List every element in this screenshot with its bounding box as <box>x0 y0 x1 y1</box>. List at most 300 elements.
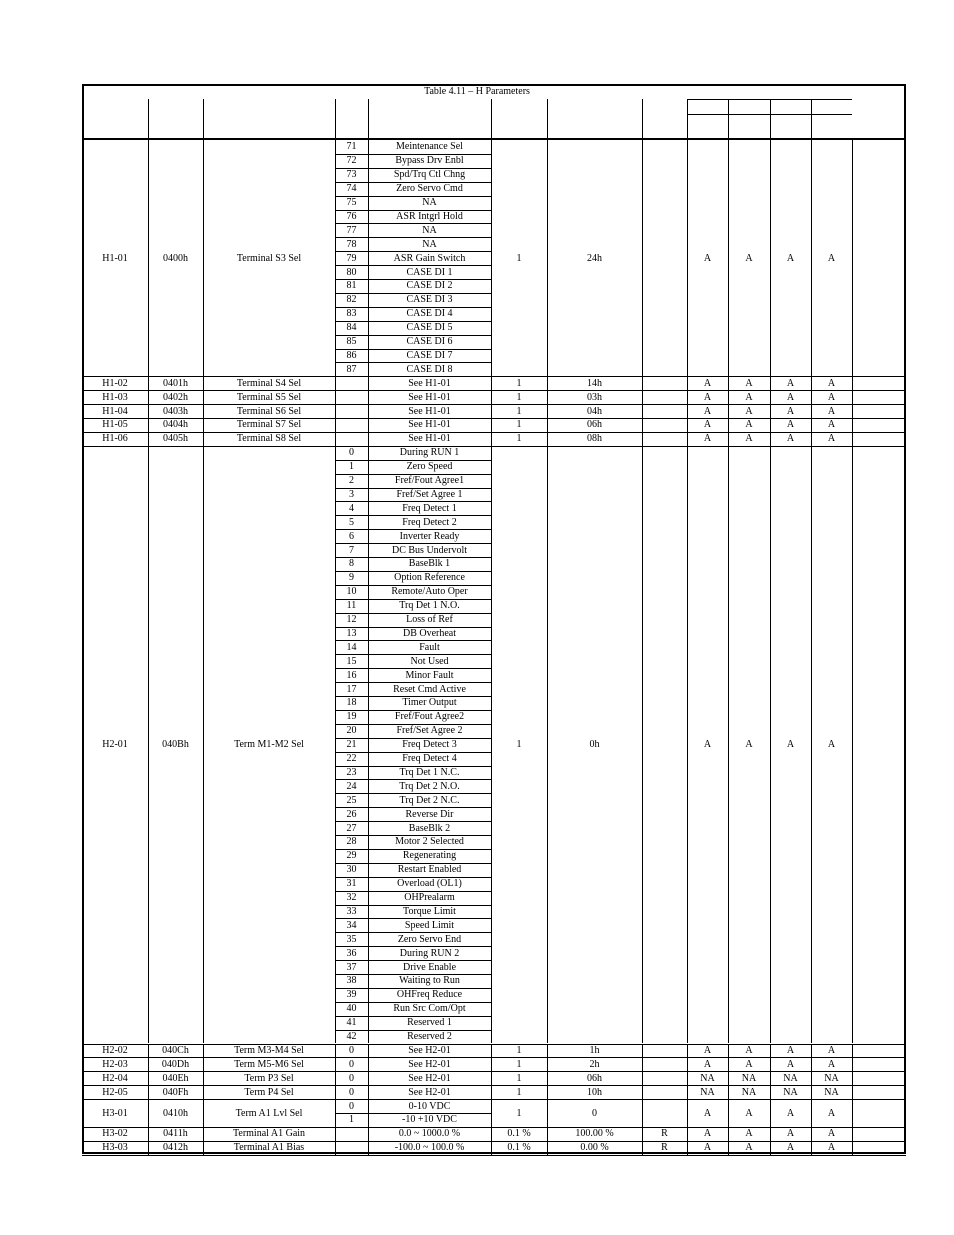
access-level: A <box>786 1044 795 1056</box>
option-description: Overload (OL1) <box>397 878 462 890</box>
option-value: 73 <box>346 169 357 181</box>
option-value: 86 <box>346 349 357 361</box>
parameter-name: Term A1 Lvl Sel <box>235 1107 303 1119</box>
option-description: 0.0 ~ 1000.0 % <box>398 1128 461 1140</box>
access-level: A <box>827 377 836 389</box>
option-description: BaseBlk 1 <box>408 558 451 570</box>
option-description: Freq Detect 2 <box>402 516 457 528</box>
default-value: 100.00 % <box>575 1128 614 1140</box>
parameter-number: H1-01 <box>102 252 128 264</box>
option-value: 0 <box>349 1058 354 1070</box>
access-level: A <box>703 377 712 389</box>
setting-increment: 1 <box>516 433 522 445</box>
option-description: NA <box>422 224 437 236</box>
option-description: Remote/Auto Oper <box>391 586 468 598</box>
option-description: Zero Servo End <box>397 933 462 945</box>
default-value: 03h <box>587 391 602 403</box>
column-line <box>335 404 336 418</box>
column-line <box>852 1071 853 1085</box>
option-description: CASE DI 7 <box>406 349 453 361</box>
access-level: A <box>827 252 836 264</box>
parameter-name: Terminal S7 Sel <box>236 419 302 431</box>
row-line <box>82 446 906 447</box>
access-level: A <box>827 1107 836 1119</box>
access-level: A <box>786 739 795 751</box>
setting-increment: 1 <box>516 1072 522 1084</box>
column-line <box>642 1044 643 1058</box>
option-description: OHFreq Reduce <box>396 989 463 1001</box>
access-level: A <box>703 391 712 403</box>
option-description: See H1-01 <box>408 433 451 445</box>
column-line <box>642 432 643 446</box>
table-title: Table 4.11 – H Parameters <box>424 86 530 97</box>
option-value: 15 <box>346 655 357 667</box>
option-value: 71 <box>346 141 357 153</box>
option-description: OHPrealarm <box>404 892 455 904</box>
option-value: 1 <box>349 1114 354 1126</box>
option-value: 17 <box>346 683 357 695</box>
option-value: 74 <box>346 183 357 195</box>
option-value: 80 <box>346 266 357 278</box>
parameter-number: H2-03 <box>102 1058 128 1070</box>
option-value: 87 <box>346 363 357 375</box>
parameter-number: H2-02 <box>102 1044 128 1056</box>
option-description: Restart Enabled <box>397 864 462 876</box>
option-description: Fref/Fout Agree1 <box>394 475 465 487</box>
access-level: A <box>786 405 795 417</box>
parameter-number: H2-01 <box>102 739 128 751</box>
register-address: 0403h <box>163 405 188 417</box>
access-level: NA <box>741 1086 757 1098</box>
column-line <box>335 432 336 446</box>
header-column-line <box>491 99 492 138</box>
register-address: 0412h <box>163 1142 188 1154</box>
column-line <box>852 376 853 390</box>
option-value: 0 <box>349 447 354 459</box>
access-level: NA <box>783 1072 798 1084</box>
option-value: 21 <box>346 739 357 751</box>
option-value: 14 <box>346 641 357 653</box>
access-level: A <box>703 405 712 417</box>
option-value: 20 <box>346 725 357 737</box>
register-address: 0411h <box>163 1128 188 1140</box>
column-line <box>642 418 643 432</box>
option-value: 0 <box>349 1072 354 1084</box>
option-description: Zero Speed <box>406 461 453 473</box>
option-value: 19 <box>346 711 357 723</box>
access-level: A <box>745 1058 753 1070</box>
parameter-name: Terminal S4 Sel <box>236 377 302 389</box>
setting-increment: 1 <box>516 405 522 417</box>
column-line <box>852 1127 853 1141</box>
option-description: See H2-01 <box>408 1044 451 1056</box>
option-description: Not Used <box>410 655 449 667</box>
access-level: NA <box>700 1086 715 1098</box>
access-level: A <box>786 1058 795 1070</box>
option-value: 12 <box>346 614 357 626</box>
column-line <box>335 1127 336 1141</box>
option-description: -10 +10 VDC <box>402 1114 457 1126</box>
option-description: Loss of Ref <box>406 614 453 626</box>
header-column-line <box>547 99 548 138</box>
option-description: Torque Limit <box>403 905 456 917</box>
option-description: See H1-01 <box>408 419 451 431</box>
parameter-number: H3-03 <box>102 1142 128 1154</box>
access-level: A <box>703 1128 712 1140</box>
access-level: A <box>786 419 795 431</box>
column-line <box>642 1085 643 1099</box>
column-line <box>852 1044 853 1058</box>
parameter-name: Terminal S3 Sel <box>236 252 302 264</box>
option-value: 37 <box>346 961 357 973</box>
option-value: 25 <box>346 794 357 806</box>
access-level: A <box>786 1107 795 1119</box>
parameter-name: Term M3-M4 Sel <box>234 1044 304 1056</box>
option-description: Fref/Set Agree 1 <box>396 488 463 500</box>
access-level: NA <box>783 1086 798 1098</box>
access-level: A <box>786 1142 795 1154</box>
access-level: A <box>703 1142 712 1154</box>
access-level: A <box>703 252 712 264</box>
option-value: 13 <box>346 627 357 639</box>
header-column-line <box>811 99 812 138</box>
parameter-number: H2-05 <box>102 1086 128 1098</box>
parameter-number: H3-02 <box>102 1128 128 1140</box>
option-description: Freq Detect 1 <box>402 502 457 514</box>
access-level: A <box>745 405 753 417</box>
option-description: Trq Det 2 N.O. <box>399 780 460 792</box>
option-description: Reserved 2 <box>407 1031 452 1043</box>
option-value: 2 <box>349 475 354 487</box>
option-description: Zero Servo Cmd <box>396 183 463 195</box>
parameter-number: H2-04 <box>102 1072 128 1084</box>
option-value: 84 <box>346 322 357 334</box>
option-description: CASE DI 8 <box>406 363 453 375</box>
option-description: 0-10 VDC <box>408 1100 451 1112</box>
row-line <box>82 1155 906 1156</box>
header-column-line <box>642 99 643 138</box>
column-line <box>852 140 853 376</box>
option-description: Minor Fault <box>405 669 454 681</box>
option-description: Freq Detect 4 <box>402 753 457 765</box>
header-sub-line <box>687 114 852 115</box>
access-level: A <box>827 419 836 431</box>
register-address: 0400h <box>163 252 188 264</box>
access-level: NA <box>700 1072 715 1084</box>
access-level: A <box>827 1142 836 1154</box>
header-column-line <box>203 99 204 138</box>
access-level: A <box>703 433 712 445</box>
option-value: 4 <box>349 502 354 514</box>
option-value: 6 <box>349 530 354 542</box>
parameter-name: Term P4 Sel <box>244 1086 294 1098</box>
access-level: A <box>827 1058 836 1070</box>
register-address: 0401h <box>163 377 188 389</box>
option-value: 33 <box>346 905 357 917</box>
setting-increment: 1 <box>516 252 522 264</box>
access-level: NA <box>824 1086 839 1098</box>
header-bottom-rule <box>82 138 906 140</box>
register-address: 040Fh <box>162 1086 189 1098</box>
parameter-number: H1-05 <box>102 419 128 431</box>
option-description: -100.0 ~ 100.0 % <box>394 1142 465 1154</box>
default-value: 08h <box>587 433 602 445</box>
option-description: Waiting to Run <box>399 975 460 987</box>
option-value: 23 <box>346 766 357 778</box>
access-level: A <box>827 1044 836 1056</box>
option-description: DB Overheat <box>402 627 457 639</box>
default-value: 1h <box>589 1044 600 1056</box>
option-description: NA <box>422 238 437 250</box>
option-value: 10 <box>346 586 357 598</box>
column-line <box>852 418 853 432</box>
default-value: 0h <box>589 739 600 751</box>
parameter-name: Term M1-M2 Sel <box>234 739 304 751</box>
column-line <box>335 376 336 390</box>
default-value: 0 <box>592 1107 597 1119</box>
option-value: 72 <box>346 155 357 167</box>
option-value: 31 <box>346 878 357 890</box>
parameter-name: Terminal S8 Sel <box>236 433 302 445</box>
option-description: Bypass Drv Enbl <box>395 155 464 167</box>
parameter-number: H1-04 <box>102 405 128 417</box>
option-description: Option Reference <box>394 572 465 584</box>
option-value: 1 <box>349 461 354 473</box>
access-level: A <box>745 433 753 445</box>
access-level: A <box>745 419 753 431</box>
header-column-line <box>728 99 729 138</box>
access-level: NA <box>824 1072 839 1084</box>
option-value: 79 <box>346 252 357 264</box>
option-value: 30 <box>346 864 357 876</box>
setting-increment: 1 <box>516 391 522 403</box>
option-description: CASE DI 5 <box>406 322 453 334</box>
setting-increment: 1 <box>516 419 522 431</box>
access-level: A <box>745 1128 753 1140</box>
option-value: 42 <box>346 1031 357 1043</box>
parameter-name: Terminal S5 Sel <box>236 391 302 403</box>
access-level: A <box>786 433 795 445</box>
option-description: See H1-01 <box>408 377 451 389</box>
access-level: A <box>745 1142 753 1154</box>
register-address: 040Eh <box>162 1072 189 1084</box>
column-line <box>852 404 853 418</box>
option-description: Reset Cmd Active <box>393 683 466 695</box>
option-value: 3 <box>349 488 354 500</box>
header-access-line <box>687 99 852 100</box>
column-line <box>642 390 643 404</box>
option-value: 5 <box>349 516 354 528</box>
column-line <box>642 1057 643 1071</box>
run-change: R <box>661 1128 668 1140</box>
option-description: See H2-01 <box>408 1086 451 1098</box>
column-line <box>642 446 643 1044</box>
parameter-name: Term M5-M6 Sel <box>234 1058 304 1070</box>
access-level: A <box>827 405 836 417</box>
option-description: Reverse Dir <box>405 808 454 820</box>
parameter-name: Term P3 Sel <box>244 1072 294 1084</box>
column-line <box>335 1141 336 1155</box>
option-description: Trq Det 2 N.C. <box>399 794 460 806</box>
option-value: 78 <box>346 238 357 250</box>
option-description: Trq Det 1 N.C. <box>399 766 460 778</box>
header-column-line <box>368 99 369 138</box>
option-description: See H1-01 <box>408 391 451 403</box>
register-address: 040Bh <box>162 739 189 751</box>
option-description: ASR Gain Switch <box>393 252 466 264</box>
option-description: NA <box>422 197 437 209</box>
setting-increment: 0.1 % <box>507 1142 531 1154</box>
option-value: 83 <box>346 308 357 320</box>
option-description: BaseBlk 2 <box>408 822 451 834</box>
option-description: Freq Detect 3 <box>402 739 457 751</box>
access-level: A <box>786 391 795 403</box>
option-value: 18 <box>346 697 357 709</box>
default-value: 14h <box>587 377 602 389</box>
option-value: 40 <box>346 1003 357 1015</box>
option-value: 85 <box>346 336 357 348</box>
option-description: Reserved 1 <box>407 1017 452 1029</box>
access-level: NA <box>741 1072 757 1084</box>
option-value: 82 <box>346 294 357 306</box>
option-value: 9 <box>349 572 354 584</box>
option-value: 24 <box>346 780 357 792</box>
option-value: 11 <box>346 600 357 612</box>
header-column-line <box>687 99 688 138</box>
option-value: 77 <box>346 224 357 236</box>
parameter-number: H1-03 <box>102 391 128 403</box>
option-description: Meintenance Sel <box>396 141 463 153</box>
column-line <box>852 390 853 404</box>
column-line <box>852 446 853 1044</box>
setting-increment: 1 <box>516 1086 522 1098</box>
option-description: DC Bus Undervolt <box>392 544 467 556</box>
column-line <box>852 1057 853 1071</box>
header-column-line <box>148 99 149 138</box>
column-line <box>642 1099 643 1127</box>
default-value: 04h <box>587 405 602 417</box>
column-line <box>335 390 336 404</box>
column-line <box>642 404 643 418</box>
option-description: Run Src Com/Opt <box>393 1003 466 1015</box>
access-level: A <box>703 1058 712 1070</box>
option-value: 0 <box>349 1044 354 1056</box>
header-column-line <box>335 99 336 138</box>
setting-increment: 0.1 % <box>507 1128 531 1140</box>
option-value: 34 <box>346 919 357 931</box>
access-level: A <box>827 1128 836 1140</box>
option-description: See H1-01 <box>408 405 451 417</box>
register-address: 040Ch <box>162 1044 189 1056</box>
column-line <box>852 1141 853 1155</box>
parameter-name: Terminal A1 Bias <box>233 1142 305 1154</box>
option-value: 26 <box>346 808 357 820</box>
option-description: During RUN 1 <box>399 447 460 459</box>
option-description: During RUN 2 <box>399 947 460 959</box>
column-line <box>642 1071 643 1085</box>
option-description: Fref/Fout Agree2 <box>394 711 465 723</box>
setting-increment: 1 <box>516 739 522 751</box>
access-level: A <box>703 419 712 431</box>
default-value: 0.00 % <box>580 1142 609 1154</box>
access-level: A <box>745 391 753 403</box>
option-description: Trq Det 1 N.O. <box>399 600 460 612</box>
option-description: Fault <box>419 641 440 653</box>
option-description: Inverter Ready <box>399 530 460 542</box>
option-description: Speed Limit <box>404 919 455 931</box>
parameter-number: H1-06 <box>102 433 128 445</box>
header-column-line <box>770 99 771 138</box>
parameter-table <box>82 84 906 1154</box>
access-level: A <box>745 739 753 751</box>
register-address: 040Dh <box>161 1058 190 1070</box>
setting-increment: 1 <box>516 1058 522 1070</box>
register-address: 0404h <box>163 419 188 431</box>
option-value: 16 <box>346 669 357 681</box>
access-level: A <box>703 1044 712 1056</box>
option-description: See H2-01 <box>408 1072 451 1084</box>
option-value: 75 <box>346 197 357 209</box>
option-value: 81 <box>346 280 357 292</box>
register-address: 0402h <box>163 391 188 403</box>
option-description: CASE DI 4 <box>406 308 453 320</box>
option-value: 7 <box>349 544 354 556</box>
option-description: ASR Intgrl Hold <box>396 210 463 222</box>
setting-increment: 1 <box>516 1044 522 1056</box>
access-level: A <box>703 1107 712 1119</box>
option-description: Motor 2 Selected <box>395 836 464 848</box>
column-line <box>852 1085 853 1099</box>
option-description: Timer Output <box>402 697 457 709</box>
register-address: 0410h <box>163 1107 188 1119</box>
option-description: Fref/Set Agree 2 <box>396 725 463 737</box>
access-level: A <box>827 391 836 403</box>
column-line <box>642 140 643 376</box>
column-line <box>335 418 336 432</box>
parameter-number: H1-02 <box>102 377 128 389</box>
option-value: 0 <box>349 1100 354 1112</box>
option-value: 29 <box>346 850 357 862</box>
option-value: 28 <box>346 836 357 848</box>
option-value: 32 <box>346 892 357 904</box>
register-address: 0405h <box>163 433 188 445</box>
access-level: A <box>745 377 753 389</box>
access-level: A <box>703 739 712 751</box>
option-description: CASE DI 2 <box>406 280 453 292</box>
access-level: A <box>827 433 836 445</box>
column-line <box>852 432 853 446</box>
column-line <box>852 1099 853 1127</box>
option-description: Spd/Trq Ctl Chng <box>393 169 466 181</box>
access-level: A <box>786 252 795 264</box>
default-value: 06h <box>587 1072 602 1084</box>
access-level: A <box>745 252 753 264</box>
option-description: CASE DI 1 <box>406 266 453 278</box>
option-value: 22 <box>346 753 357 765</box>
access-level: A <box>745 1044 753 1056</box>
option-value: 27 <box>346 822 357 834</box>
default-value: 10h <box>587 1086 602 1098</box>
option-description: Regenerating <box>402 850 457 862</box>
option-value: 76 <box>346 210 357 222</box>
access-level: A <box>786 1128 795 1140</box>
option-description: CASE DI 6 <box>406 336 453 348</box>
option-value: 38 <box>346 975 357 987</box>
option-value: 35 <box>346 933 357 945</box>
option-description: CASE DI 3 <box>406 294 453 306</box>
option-value: 41 <box>346 1017 357 1029</box>
option-value: 36 <box>346 947 357 959</box>
